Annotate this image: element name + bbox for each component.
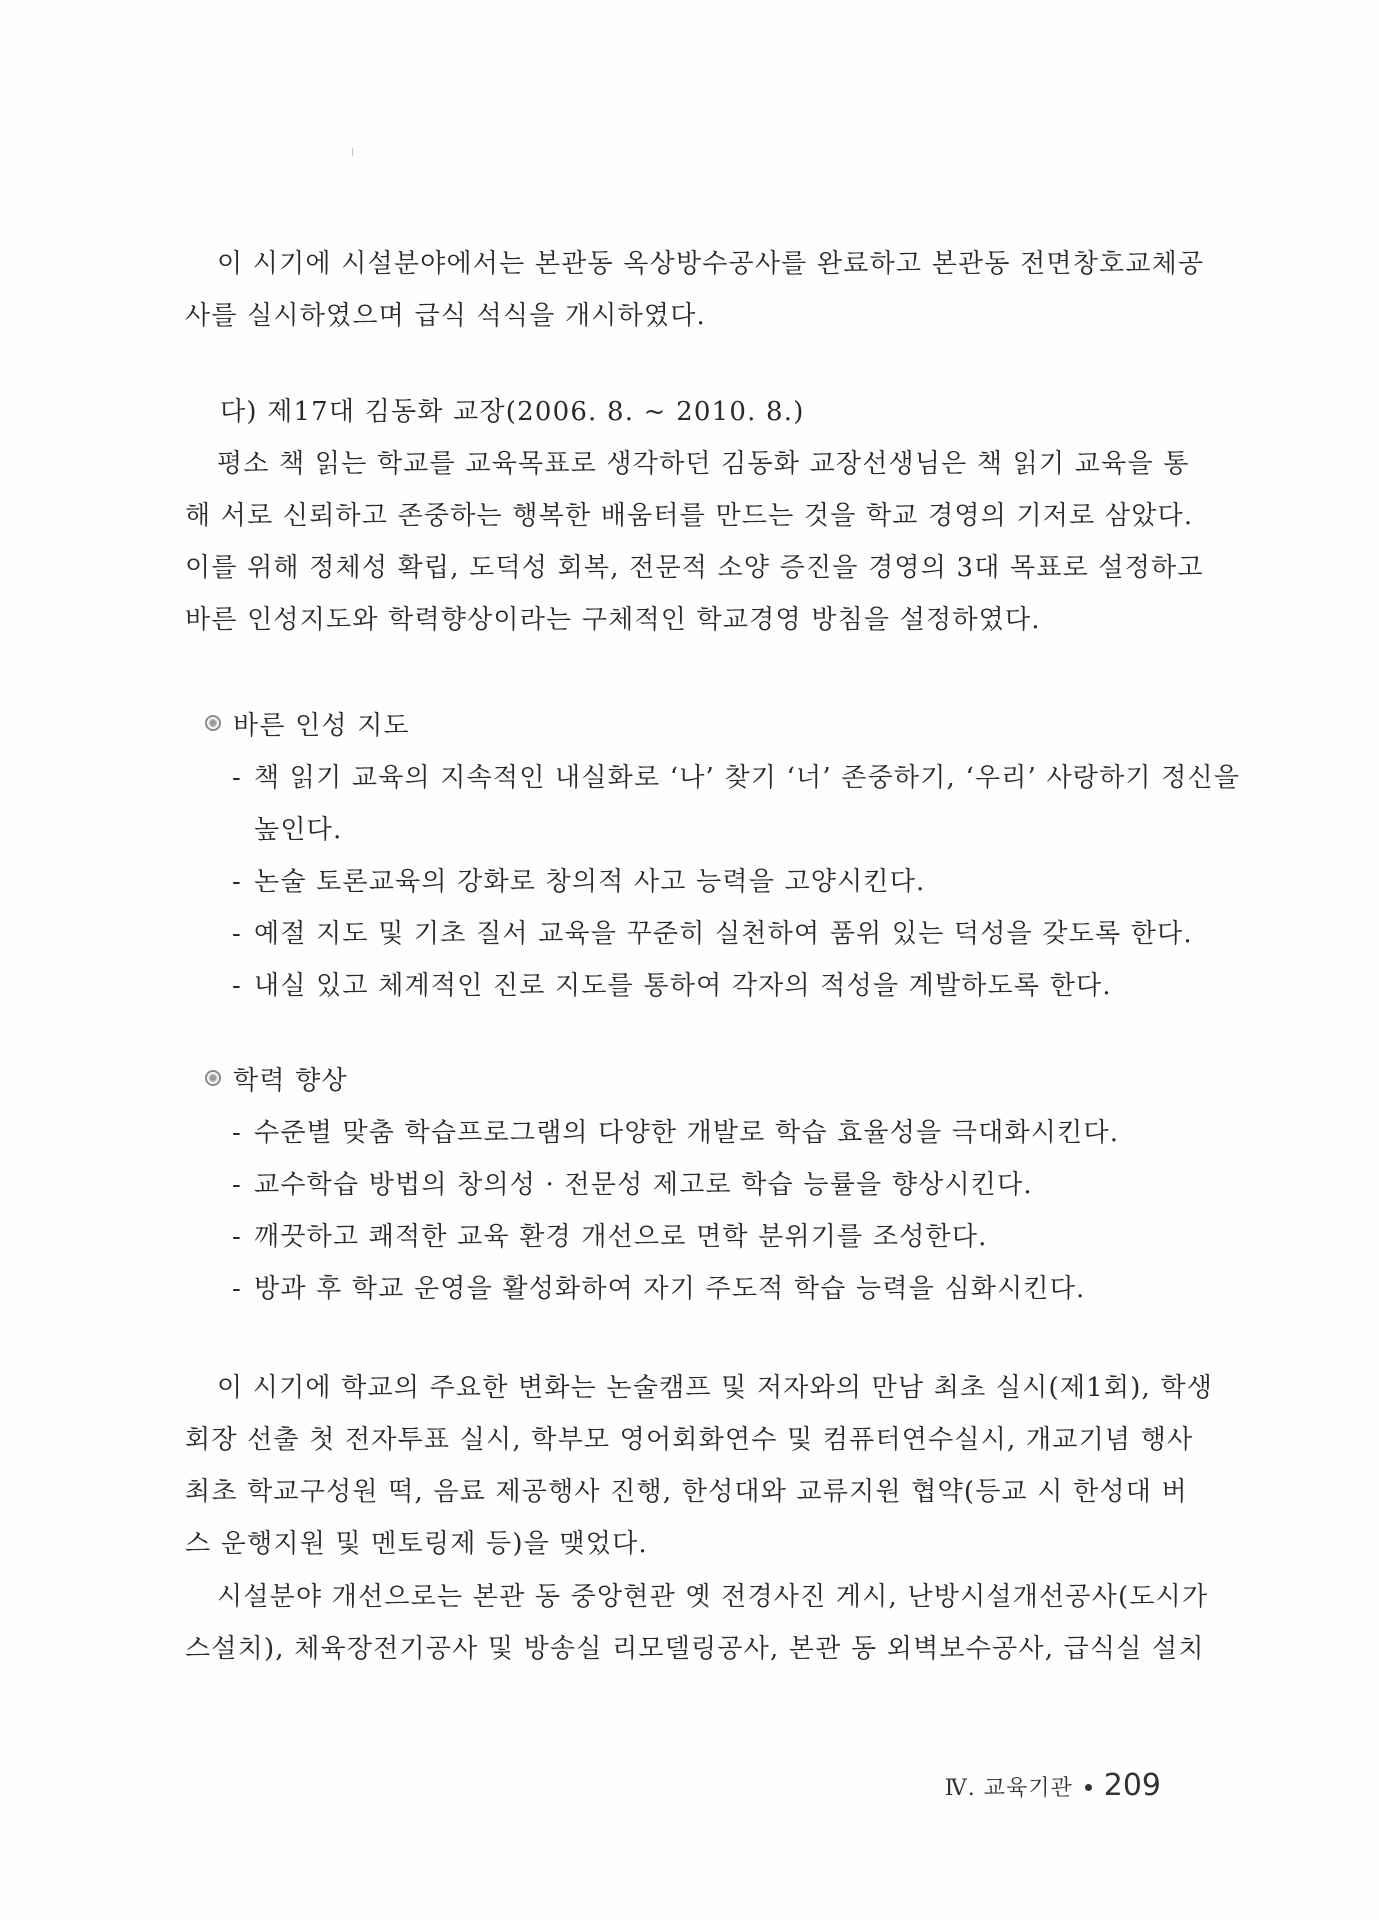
list-item: - 예절 지도 및 기초 질서 교육을 꾸준히 실천하여 품위 있는 덕성을 갖도록 한다. [232,919,1193,949]
list-item-continuation: 높인다. [254,815,343,845]
page-number: 209 [1103,1768,1161,1803]
paragraph-line: 이 시기에 시설분야에서는 본관동 옥상방수공사를 완료하고 본관동 전면창호교체공 [217,249,1205,279]
list-item-text: 방과 후 학교 운영을 활성화하여 자기 주도적 학습 능력을 심화시킨다. [254,1274,1086,1304]
page-footer [945,1768,1161,1803]
list-item: - 수준별 맞춤 학습프로그램의 다양한 개발로 학습 효율성을 극대화시킨다. [232,1118,1120,1148]
list-item: - 깨끗하고 쾌적한 교육 환경 개선으로 면학 분위기를 조성한다. [232,1222,988,1252]
paragraph-line: 이를 위해 정체성 확립, 도덕성 회복, 전문적 소양 증진을 경영의 3대 목표로 설정하고 [185,553,1204,583]
character-list [232,752,1241,1012]
paragraph-line: 회장 선출 첫 전자투표 실시, 학부모 영어회화연수 및 컴퓨터연수실시, 개교기념 행사 [185,1425,1194,1455]
list-item: - 교수학습 방법의 창의성 · 전문성 제고로 학습 능률을 향상시킨다. [232,1170,1033,1200]
circle-bullet-icon [205,1070,221,1086]
paragraph-line: 사를 실시하였으며 급식 석식을 개시하였다. [185,301,707,331]
bullet-heading-label: 바른 인성 지도 [233,711,410,741]
paragraph-principal-goals [185,438,1204,646]
bullet-heading-character [205,700,410,752]
list-item: - 내실 있고 체계적인 진로 지도를 통하여 각자의 적성을 계발하도록 한다. [232,971,1112,1001]
list-item-text: 수준별 맞춤 학습프로그램의 다양한 개발로 학습 효율성을 극대화시킨다. [254,1118,1120,1148]
list-item: - 방과 후 학교 운영을 활성화하여 자기 주도적 학습 능력을 심화시킨다. [232,1274,1086,1304]
paragraph-line: 평소 책 읽는 학교를 교육목표로 생각하던 김동화 교장선생님은 책 읽기 교육을 통 [217,449,1190,479]
list-item-text: 교수학습 방법의 창의성 · 전문성 제고로 학습 능률을 향상시킨다. [254,1170,1033,1200]
paragraph-line: 최초 학교구성원 떡, 음료 제공행사 진행, 한성대와 교류지원 협약(등교 시 한성대 버 [185,1477,1188,1507]
separator-dot-icon [1085,1784,1092,1791]
list-item-text: 책 읽기 교육의 지속적인 내실화로 ‘나’ 찾기 ‘너’ 존중하기, ‘우리’ 사랑하기 정신을 [254,763,1241,793]
paragraph-line: 스설치), 체육장전기공사 및 방송실 리모델링공사, 본관 동 외벽보수공사, 급식실 설치 [185,1634,1205,1664]
list-item-text: 내실 있고 체계적인 진로 지도를 통하여 각자의 적성을 계발하도록 한다. [254,971,1112,1001]
list-item-text: 예절 지도 및 기초 질서 교육을 꾸준히 실천하여 품위 있는 덕성을 갖도록 한다. [254,919,1193,949]
paragraph-major-changes [185,1362,1214,1570]
list-item-text: 논술 토론교육의 강화로 창의적 사고 능력을 고양시킨다. [254,867,926,897]
section-heading: 다) 제17대 김동화 교장(2006. 8. ~ 2010. 8.) [220,397,805,427]
paragraph-line: 시설분야 개선으로는 본관 동 중앙현관 옛 전경사진 게시, 난방시설개선공사(도시가 [217,1582,1209,1612]
list-item-text: 깨끗하고 쾌적한 교육 환경 개선으로 면학 분위기를 조성한다. [254,1222,988,1252]
paragraph-line: 해 서로 신뢰하고 존중하는 행복한 배움터를 만드는 것을 학교 경영의 기저로 삼았다. [185,501,1194,531]
paragraph-facilities-intro [185,238,1205,342]
paragraph-line: 이 시기에 학교의 주요한 변화는 논술캠프 및 저자와의 만남 최초 실시(제1회), 학생 [217,1373,1214,1403]
circle-bullet-icon [205,715,221,731]
list-item: - 논술 토론교육의 강화로 창의적 사고 능력을 고양시킨다. [232,867,926,897]
paragraph-line: 스 운행지원 및 멘토링제 등)을 맺었다. [185,1529,648,1559]
scan-mark [352,148,353,156]
bullet-heading-academic [205,1055,348,1107]
paragraph-line: 바른 인성지도와 학력향상이라는 구체적인 학교경영 방침을 설정하였다. [185,605,1041,635]
list-item: - 책 읽기 교육의 지속적인 내실화로 ‘나’ 찾기 ‘너’ 존중하기, ‘우리’ 사랑하기 정신을 높인다. [232,752,1182,856]
academic-list [232,1107,1182,1315]
paragraph-facility-improvements [185,1571,1209,1675]
chapter-label: Ⅳ. 교육기관 [944,1776,1073,1801]
bullet-heading-label: 학력 향상 [233,1066,348,1096]
